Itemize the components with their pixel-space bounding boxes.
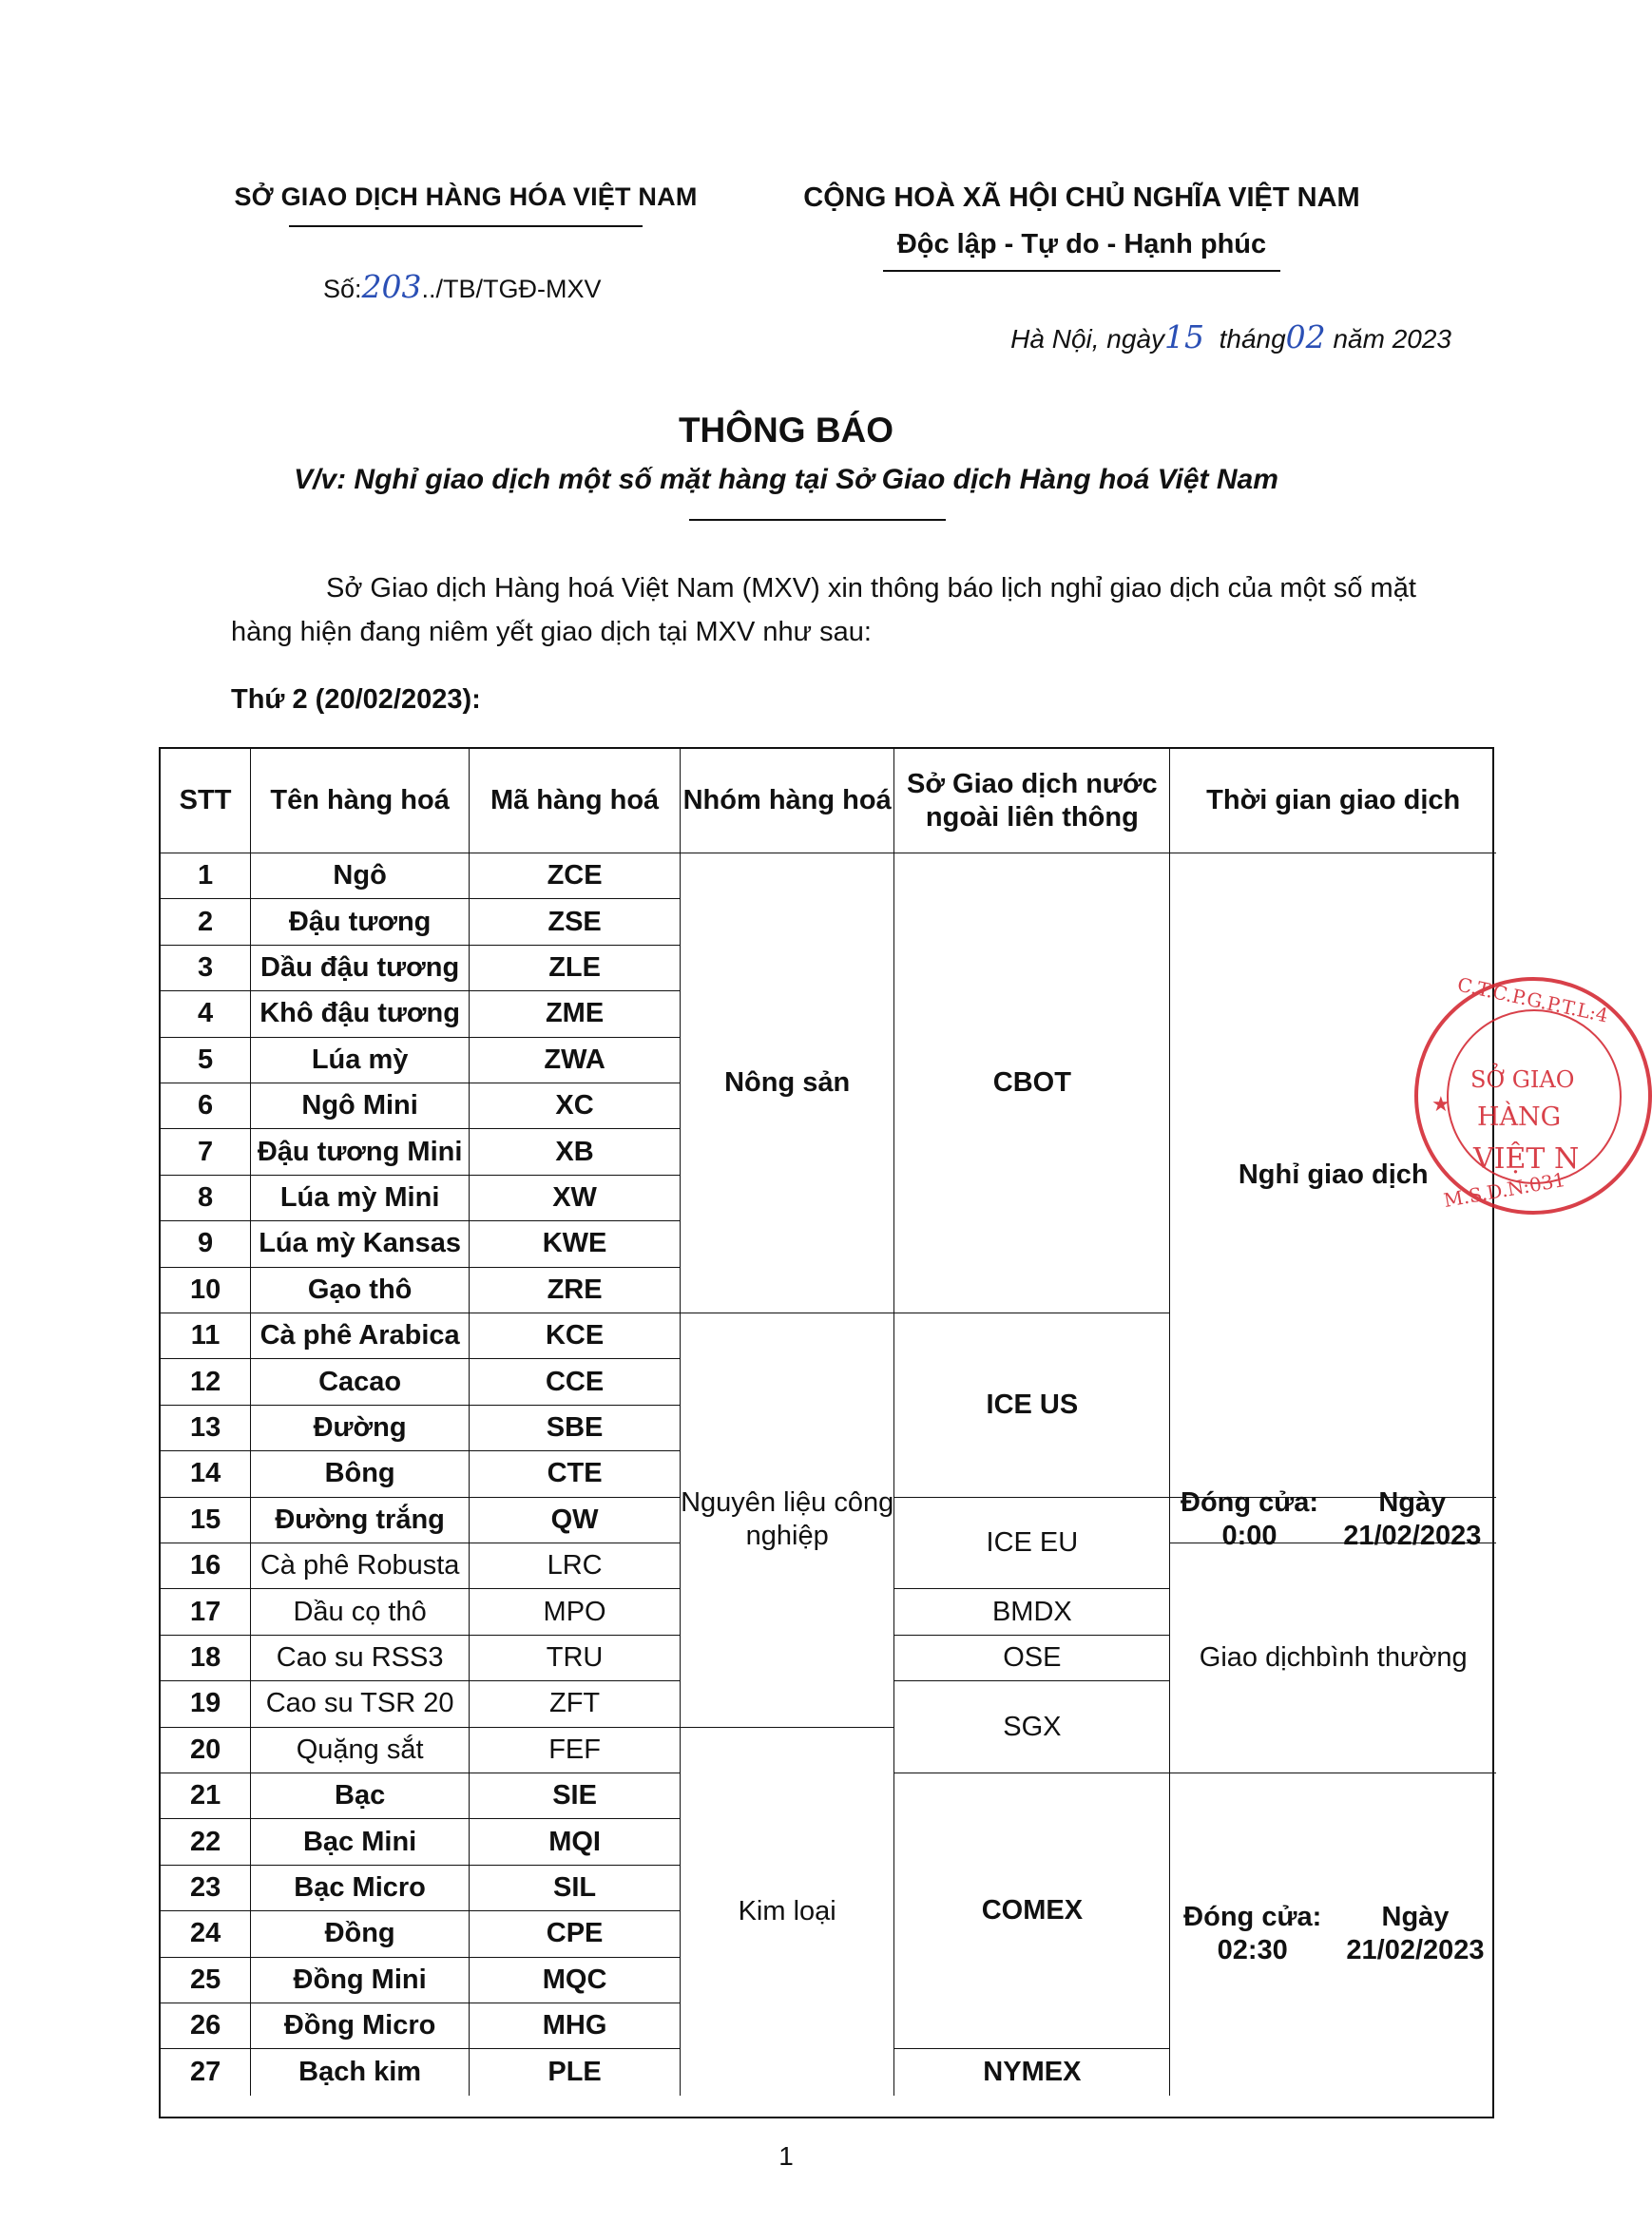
- row-commodity-code: SIE: [470, 1773, 681, 1819]
- row-commodity-name: Đồng Micro: [251, 2003, 470, 2049]
- header-time: Thời gian giao dịch: [1170, 749, 1496, 853]
- group-cell: Kim loại: [681, 1728, 894, 2096]
- exchange-cell: SGX: [894, 1681, 1170, 1773]
- row-stt: 15: [161, 1498, 251, 1543]
- row-commodity-name: Cà phê Arabica: [251, 1313, 470, 1359]
- row-commodity-code: KWE: [470, 1221, 681, 1267]
- row-commodity-code: CPE: [470, 1911, 681, 1957]
- time-cell-close-0000: [1170, 1487, 1496, 1552]
- header-stt: STT: [161, 749, 251, 853]
- intro-paragraph: [231, 566, 1457, 654]
- row-commodity-code: LRC: [470, 1543, 681, 1589]
- row-commodity-code: FEF: [470, 1728, 681, 1773]
- row-commodity-name: Cao su TSR 20: [251, 1681, 470, 1727]
- date-month: 02: [1285, 318, 1326, 355]
- row-stt: 16: [161, 1543, 251, 1589]
- row-stt: 12: [161, 1359, 251, 1405]
- row-commodity-code: PLE: [470, 2049, 681, 2095]
- exchange-cell: ICE US: [894, 1313, 1170, 1498]
- row-commodity-name: Bông: [251, 1451, 470, 1497]
- row-commodity-name: Đường: [251, 1406, 470, 1451]
- row-commodity-name: Cà phê Robusta: [251, 1543, 470, 1589]
- time-cell-suspended: Nghỉ giao dịch: [1170, 853, 1496, 1498]
- row-commodity-code: ZLE: [470, 946, 681, 991]
- row-commodity-code: ZCE: [470, 853, 681, 899]
- row-commodity-code: QW: [470, 1498, 681, 1543]
- row-commodity-name: Đường trắng: [251, 1498, 470, 1543]
- row-commodity-code: CTE: [470, 1451, 681, 1497]
- row-commodity-code: CCE: [470, 1359, 681, 1405]
- row-stt: 27: [161, 2049, 251, 2095]
- document-title: THÔNG BÁO: [678, 411, 894, 450]
- issuer-block: [219, 182, 713, 227]
- document-number-suffix: ../TB/TGĐ-MXV: [421, 275, 602, 303]
- row-stt: 23: [161, 1866, 251, 1911]
- exchange-cell: BMDX: [894, 1589, 1170, 1635]
- seal-text-mid-3: VIỆT N: [1473, 1142, 1580, 1176]
- motto-underline: [883, 270, 1280, 272]
- row-commodity-code: TRU: [470, 1636, 681, 1681]
- time-cell-close-0230: [1170, 1773, 1496, 2096]
- row-stt: 26: [161, 2003, 251, 2049]
- intro-line-2: mặt hàng hiện đang niêm yết giao dịch tại MXV như sau:: [231, 573, 1416, 647]
- row-stt: 10: [161, 1268, 251, 1313]
- time-cell-close-0230-line-2: Ngày 21/02/2023: [1346, 1902, 1485, 1966]
- row-stt: 5: [161, 1038, 251, 1083]
- row-commodity-code: MQC: [470, 1958, 681, 2003]
- row-stt: 6: [161, 1083, 251, 1129]
- nation-block: [787, 182, 1376, 272]
- seal-text-mid-2: HÀNG: [1477, 1102, 1562, 1132]
- issuer-name: SỞ GIAO DỊCH HÀNG HÓA VIỆT NAM: [234, 182, 698, 211]
- row-commodity-code: SIL: [470, 1866, 681, 1911]
- seal-star-icon: ★: [1431, 1093, 1450, 1117]
- exchange-cell: COMEX: [894, 1773, 1170, 2049]
- issue-date: [1010, 318, 1451, 355]
- time-cell-close-0230-line-1: Đóng cửa: 02:30: [1183, 1902, 1322, 1966]
- exchange-cell: ICE EU: [894, 1498, 1170, 1590]
- row-commodity-name: Bạch kim: [251, 2049, 470, 2095]
- header-code: Mã hàng hoá: [470, 749, 681, 853]
- header-group: Nhóm hàng hoá: [681, 749, 894, 853]
- row-commodity-name: Đậu tương: [251, 899, 470, 945]
- row-commodity-name: Cacao: [251, 1359, 470, 1405]
- row-commodity-name: Bạc Micro: [251, 1866, 470, 1911]
- row-commodity-code: MHG: [470, 2003, 681, 2049]
- time-cell-normal-line-1: Giao dịch: [1199, 1642, 1316, 1673]
- row-stt: 21: [161, 1773, 251, 1819]
- row-stt: 13: [161, 1406, 251, 1451]
- group-cell: Nông sản: [681, 853, 894, 1313]
- row-stt: 4: [161, 991, 251, 1037]
- row-stt: 9: [161, 1221, 251, 1267]
- row-commodity-code: XB: [470, 1129, 681, 1175]
- date-prefix: Hà Nội, ngày: [1010, 324, 1165, 354]
- document-subtitle: V/v: Nghỉ giao dịch một số mặt hàng tại Sở Giao dịch Hàng hoá Việt Nam: [294, 464, 1278, 495]
- row-stt: 17: [161, 1589, 251, 1635]
- time-cell-normal-line-2: bình thường: [1316, 1642, 1468, 1673]
- page-number: 1: [778, 2141, 794, 2171]
- row-commodity-name: Bạc Mini: [251, 1819, 470, 1865]
- title-underline: [689, 519, 946, 521]
- row-commodity-code: XC: [470, 1083, 681, 1129]
- header-name: Tên hàng hoá: [251, 749, 470, 853]
- seal-text-top: C.T.C.P.G.P.T.L:4: [1455, 972, 1611, 1027]
- row-stt: 20: [161, 1728, 251, 1773]
- row-commodity-name: Ngô Mini: [251, 1083, 470, 1129]
- row-stt: 22: [161, 1819, 251, 1865]
- row-stt: 14: [161, 1451, 251, 1497]
- row-commodity-code: SBE: [470, 1406, 681, 1451]
- row-stt: 1: [161, 853, 251, 899]
- row-commodity-name: Bạc: [251, 1773, 470, 1819]
- time-cell-close-0000-line-2: Ngày 21/02/2023: [1343, 1487, 1482, 1552]
- header-exchange: Sở Giao dịch nước ngoài liên thông: [894, 749, 1170, 853]
- row-commodity-code: ZRE: [470, 1268, 681, 1313]
- row-commodity-code: MQI: [470, 1819, 681, 1865]
- row-commodity-code: ZWA: [470, 1038, 681, 1083]
- seal-text-mid-1: SỞ GIAO: [1470, 1066, 1575, 1093]
- row-commodity-name: Đậu tương Mini: [251, 1129, 470, 1175]
- row-commodity-name: Dầu đậu tương: [251, 946, 470, 991]
- document-number: [323, 268, 602, 305]
- document-number-handwritten: 203: [361, 268, 422, 305]
- row-commodity-name: Cao su RSS3: [251, 1636, 470, 1681]
- time-cell-normal: [1170, 1543, 1496, 1773]
- row-commodity-name: Gạo thô: [251, 1268, 470, 1313]
- row-commodity-code: ZFT: [470, 1681, 681, 1727]
- trading-schedule-table: [159, 747, 1494, 2118]
- date-year: năm 2023: [1333, 324, 1451, 354]
- time-cell-close-0000-line-1: Đóng cửa: 0:00: [1181, 1487, 1319, 1552]
- company-seal-stamp: [1414, 972, 1652, 1215]
- row-stt: 11: [161, 1313, 251, 1359]
- row-commodity-code: KCE: [470, 1313, 681, 1359]
- row-commodity-code: MPO: [470, 1589, 681, 1635]
- row-commodity-name: Đồng: [251, 1911, 470, 1957]
- row-stt: 3: [161, 946, 251, 991]
- date-day: 15: [1164, 318, 1205, 355]
- national-motto: Độc lập - Tự do - Hạnh phúc: [896, 229, 1267, 259]
- date-month-label: tháng: [1219, 324, 1286, 354]
- group-cell: Nguyên liệu công nghiệp: [681, 1313, 894, 1728]
- nation-name: CỘNG HOÀ XÃ HỘI CHỦ NGHĨA VIỆT NAM: [803, 182, 1360, 213]
- row-commodity-code: XW: [470, 1176, 681, 1221]
- row-stt: 18: [161, 1636, 251, 1681]
- seal-text-bottom: M.S.D.N:031: [1441, 1167, 1567, 1213]
- row-stt: 25: [161, 1958, 251, 2003]
- document-number-prefix: Số:: [323, 275, 362, 303]
- row-stt: 2: [161, 899, 251, 945]
- intro-line-1: Sở Giao dịch Hàng hoá Việt Nam (MXV) xin thông báo lịch nghỉ giao dịch của một số: [326, 573, 1363, 604]
- row-commodity-name: Lúa mỳ Mini: [251, 1176, 470, 1221]
- day-heading: Thứ 2 (20/02/2023):: [231, 684, 481, 715]
- exchange-cell: NYMEX: [894, 2049, 1170, 2095]
- row-commodity-name: Đồng Mini: [251, 1958, 470, 2003]
- row-commodity-name: Dầu cọ thô: [251, 1589, 470, 1635]
- issuer-underline: [289, 225, 643, 227]
- exchange-cell: OSE: [894, 1636, 1170, 1681]
- row-stt: 19: [161, 1681, 251, 1727]
- exchange-cell: CBOT: [894, 853, 1170, 1313]
- row-commodity-name: Ngô: [251, 853, 470, 899]
- row-commodity-name: Khô đậu tương: [251, 991, 470, 1037]
- row-commodity-name: Lúa mỳ: [251, 1038, 470, 1083]
- row-commodity-code: ZSE: [470, 899, 681, 945]
- row-stt: 7: [161, 1129, 251, 1175]
- row-stt: 24: [161, 1911, 251, 1957]
- row-commodity-code: ZME: [470, 991, 681, 1037]
- row-commodity-name: Quặng sắt: [251, 1728, 470, 1773]
- row-stt: 8: [161, 1176, 251, 1221]
- row-commodity-name: Lúa mỳ Kansas: [251, 1221, 470, 1267]
